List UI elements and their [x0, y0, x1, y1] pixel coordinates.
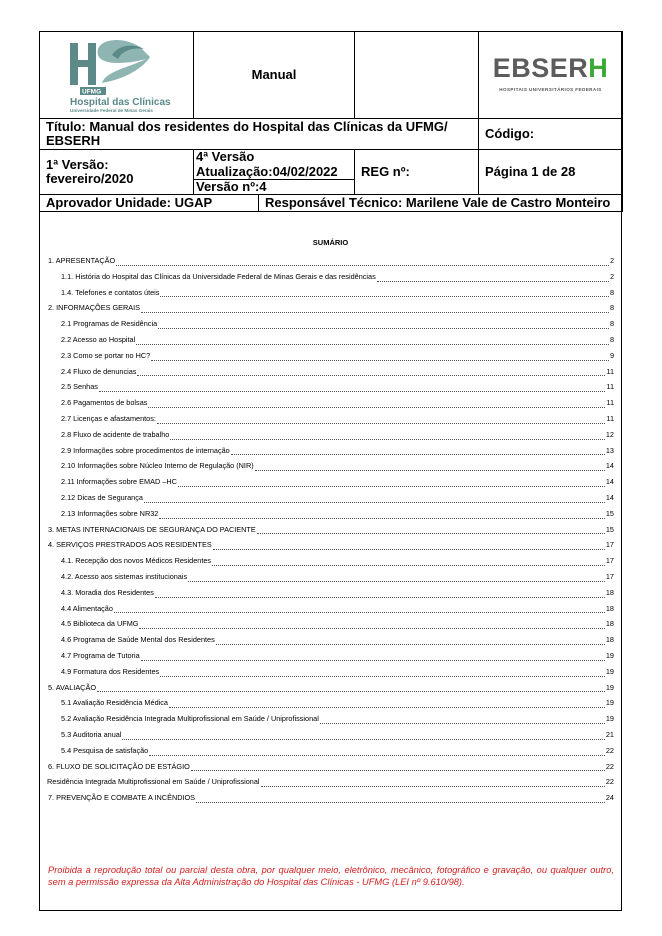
toc-entry-label: 1.4. Telefones e contatos úteis: [61, 287, 160, 297]
toc-entry-label: 4. SERVIÇOS PRESTRADOS AOS RESIDENTES: [48, 540, 212, 550]
toc-dot-leader: [116, 265, 609, 266]
toc-entry-label: 5. AVALIAÇÃO: [48, 682, 96, 692]
toc-entry-page: 22: [605, 761, 614, 771]
toc-entry[interactable]: [48, 711, 614, 727]
toc-entry[interactable]: [48, 648, 614, 664]
toc-dot-leader: [148, 407, 605, 408]
toc-entry-label: 2. INFORMAÇÕES GERAIS: [48, 303, 141, 313]
ebserh-logo: [479, 54, 622, 97]
toc-entry-page: 21: [605, 729, 614, 739]
toc-dot-leader: [255, 470, 605, 471]
toc-entry[interactable]: [48, 269, 614, 285]
toc-dot-leader: [136, 344, 609, 345]
toc-entry-page: 18: [605, 635, 614, 645]
code-label: Código:: [485, 126, 535, 141]
toc-dot-leader: [169, 707, 605, 708]
toc-entry[interactable]: [48, 616, 614, 632]
toc-entry-label: 6. FLUXO DE SOLICITAÇÃO DE ESTÁGIO: [48, 761, 190, 771]
technical-lead: Responsável Técnico: Marilene Vale de Castro Monteiro: [265, 195, 611, 210]
approver: Aprovador Unidade: UGAP: [40, 195, 259, 211]
toc-entry[interactable]: [48, 569, 614, 585]
toc-entry[interactable]: [48, 474, 614, 490]
table-of-contents: [48, 240, 614, 806]
toc-entry-page: 19: [605, 682, 614, 692]
toc-dot-leader: [170, 439, 605, 440]
toc-entry[interactable]: [48, 490, 614, 506]
toc-entry-page: 19: [605, 666, 614, 676]
toc-dot-leader: [196, 802, 605, 803]
toc-entry[interactable]: [48, 759, 614, 775]
toc-entry-page: 8: [609, 303, 614, 313]
toc-dot-leader: [191, 770, 605, 771]
toc-entry-page: 8: [609, 287, 614, 297]
toc-entry[interactable]: [48, 443, 614, 459]
logo-main-text: Hospital das Clínicas: [69, 97, 171, 108]
toc-dot-leader: [122, 739, 604, 740]
toc-entry-page: 14: [605, 461, 614, 471]
toc-dot-leader: [155, 597, 605, 598]
toc-dot-leader: [141, 660, 605, 661]
toc-entry-label: 5.3 Auditoria anual: [61, 729, 122, 739]
toc-entry-page: 14: [605, 492, 614, 502]
toc-dot-leader: [149, 755, 605, 756]
toc-entry[interactable]: [48, 316, 614, 332]
toc-entry-label: 4.5 Biblioteca da UFMG: [61, 619, 139, 629]
toc-entry-page: 11: [606, 366, 614, 376]
toc-entry-page: 22: [605, 745, 614, 755]
toc-dot-leader: [320, 723, 605, 724]
toc-entry-page: 8: [609, 319, 614, 329]
blank-header-cell: [355, 32, 479, 119]
toc-dot-leader: [212, 565, 605, 566]
toc-entry[interactable]: [48, 632, 614, 648]
toc-entry[interactable]: [48, 379, 614, 395]
toc-entry[interactable]: [48, 695, 614, 711]
toc-entry-page: 11: [606, 382, 614, 392]
doc-type-cell: [194, 32, 355, 119]
toc-entry-label: 2.7 Licenças e afastamentos:: [61, 413, 156, 423]
document-title: Título: Manual dos residentes do Hospital das Clínicas da UFMG/ EBSERH: [46, 119, 448, 148]
toc-dot-leader: [216, 644, 605, 645]
toc-dot-leader: [139, 628, 604, 629]
toc-dot-leader: [261, 786, 605, 787]
toc-entry-label: 2.13 Informações sobre NR32: [61, 508, 159, 518]
toc-entry[interactable]: [48, 680, 614, 696]
ebserh-word-main: EBSER: [492, 52, 589, 83]
toc-entry-page: 8: [609, 334, 614, 344]
version-cell: [194, 150, 355, 195]
toc-entry-label: 4.9 Formatura dos Residentes: [61, 666, 160, 676]
toc-entry[interactable]: [48, 458, 614, 474]
toc-entry[interactable]: [48, 332, 614, 348]
toc-entry-label: 4.6 Programa de Saúde Mental dos Residentes: [61, 635, 215, 645]
ebserh-subtitle: HOSPITAIS UNIVERSITÁRIOS FEDERAIS: [499, 86, 602, 92]
toc-entry-page: 2: [609, 271, 614, 281]
update-date: Atualização:04/02/2022: [196, 164, 338, 179]
toc-entry-label: 2.12 Dicas de Segurança: [61, 492, 143, 502]
reg-label: REG nº:: [361, 164, 410, 179]
toc-dot-leader: [160, 676, 605, 677]
toc-entry[interactable]: [48, 664, 614, 680]
first-version: 1ª Versão: fevereiro/2020: [46, 157, 134, 186]
hc-ufmg-logo: [42, 33, 192, 117]
toc-entry-label: 2.2 Acesso ao Hospital: [61, 334, 136, 344]
toc-entry[interactable]: [48, 411, 614, 427]
toc-entry-label: 4.3. Moradia dos Residentes: [61, 587, 154, 597]
toc-entry-label: 5.4 Pesquisa de satisfação: [61, 745, 149, 755]
toc-entry-page: 11: [606, 413, 614, 423]
toc-entry-page: 17: [605, 556, 614, 566]
toc-dot-leader: [159, 518, 605, 519]
toc-entry-page: 19: [605, 714, 614, 724]
toc-entry[interactable]: [48, 743, 614, 759]
toc-entry-page: 22: [605, 777, 614, 787]
toc-entry-label: 2.3 Como se portar no HC?: [61, 350, 151, 360]
toc-dot-leader: [137, 375, 605, 376]
code-cell: [479, 119, 623, 150]
toc-entry-label: 7. PREVENÇÃO E COMBATE A INCÊNDIOS: [48, 793, 196, 803]
toc-entry-label: 2.11 Informações sobre EMAD –HC: [61, 477, 177, 487]
toc-entry-label: 4.1. Recepção dos novos Médicos Residentes: [61, 556, 212, 566]
toc-dot-leader: [257, 533, 605, 534]
toc-entry[interactable]: [48, 537, 614, 553]
toc-entry-page: 17: [605, 571, 614, 581]
toc-dot-leader: [158, 328, 609, 329]
toc-entry[interactable]: [48, 601, 614, 617]
toc-entry[interactable]: [48, 253, 614, 269]
first-version-cell: [40, 150, 194, 195]
toc-entry-page: 2: [609, 256, 614, 265]
copyright-notice: Proibida a reprodução total ou parcial desta obra, por qualquer meio, eletrônico, mecânico, fotográfico e gravação, ou qualquer outro, sem a permissão expressa da Alta Administração do Hospital das Clínicas - UFMG (LEI nº 9.610/98).: [48, 865, 614, 887]
toc-entry[interactable]: [48, 727, 614, 743]
toc-entry-page: 12: [605, 429, 614, 439]
toc-entry-label: 4.2. Acesso aos sistemas institucionais: [61, 571, 188, 581]
toc-entry[interactable]: [48, 300, 614, 316]
toc-entry-page: 14: [605, 477, 614, 487]
toc-entry-label: Residência Integrada Multiprofissional em Saúde / Uniprofissional: [47, 777, 260, 787]
toc-entry[interactable]: [48, 395, 614, 411]
toc-entry-page: 9: [609, 350, 614, 360]
toc-entry-page: 11: [606, 398, 614, 408]
toc-dot-leader: [114, 612, 605, 613]
toc-entry-label: 2.1 Programas de Residência: [61, 319, 158, 329]
toc-entry[interactable]: [48, 585, 614, 601]
toc-entry[interactable]: [48, 364, 614, 380]
toc-entry-label: 5.1 Avaliação Residência Médica: [61, 698, 168, 708]
toc-dot-leader: [377, 281, 609, 282]
toc-entry[interactable]: [48, 790, 614, 806]
toc-dot-leader: [178, 486, 605, 487]
toc-entry-label: 2.4 Fluxo de denuncias: [61, 366, 137, 376]
toc-dot-leader: [213, 549, 605, 550]
toc-entry[interactable]: [48, 285, 614, 301]
toc-entry-page: 15: [605, 508, 614, 518]
toc-entry[interactable]: [48, 553, 614, 569]
logo-sub-text: Universidade Federal de Minas Gerais: [69, 108, 153, 113]
title-cell: [40, 119, 479, 150]
ebserh-logo-cell: [479, 32, 623, 119]
document-header: [39, 31, 623, 212]
page-number: Página 1 de 28: [485, 164, 576, 179]
toc-entry-page: 18: [605, 587, 614, 597]
ebserh-word-accent: H: [588, 52, 609, 83]
toc-entry[interactable]: [48, 506, 614, 522]
toc-dot-leader: [188, 581, 605, 582]
toc-entry-label: 2.6 Pagamentos de bolsas: [61, 398, 148, 408]
toc-entry-page: 18: [605, 603, 614, 613]
toc-entry-label: 1. APRESENTAÇÃO: [48, 256, 116, 265]
toc-dot-leader: [99, 391, 606, 392]
toc-dot-leader: [231, 454, 605, 455]
current-version: 4ª Versão: [196, 150, 255, 164]
toc-entry-page: 24: [605, 793, 614, 803]
toc-dot-leader: [97, 691, 605, 692]
toc-entry-label: 3. METAS INTERNACIONAIS DE SEGURANÇA DO PACIENTE: [48, 524, 256, 534]
doc-type-label: Manual: [251, 67, 297, 82]
toc-entry-page: 15: [605, 524, 614, 534]
toc-entry[interactable]: [47, 774, 614, 790]
toc-entry-page: 17: [605, 540, 614, 550]
toc-dot-leader: [144, 502, 605, 503]
toc-entry-page: 13: [605, 445, 614, 455]
page-number-cell: [479, 150, 623, 195]
toc-entry[interactable]: [48, 348, 614, 364]
toc-dot-leader: [151, 360, 609, 361]
version-number: Versão nº:4: [194, 180, 354, 195]
toc-entry-page: 19: [605, 698, 614, 708]
toc-entry-label: 4.7 Programa de Tutoria: [61, 650, 140, 660]
toc-title: SUMÁRIO: [312, 238, 349, 247]
toc-entry-label: 2.5 Senhas: [61, 382, 98, 392]
toc-entry[interactable]: [48, 522, 614, 538]
toc-entry-label: 2.9 Informações sobre procedimentos de internação: [61, 445, 230, 455]
logo-badge-text: UFMG: [81, 88, 101, 96]
toc-dot-leader: [141, 312, 609, 313]
toc-entry-label: 4.4 Alimentação: [61, 603, 113, 613]
toc-entry-page: 19: [605, 650, 614, 660]
toc-dot-leader: [160, 296, 608, 297]
toc-entry-label: 2.8 Fluxo de acidente de trabalho: [61, 429, 170, 439]
toc-entry-page: 18: [605, 619, 614, 629]
toc-entry-label: 1.1. História do Hospital das Clínicas da Universidade Federal de Minas Gerais e das residências: [61, 271, 376, 281]
toc-entry[interactable]: [48, 427, 614, 443]
hc-ufmg-logo-cell: [40, 32, 194, 119]
reg-cell: [355, 150, 479, 195]
responsibles-row: [40, 195, 623, 212]
toc-entry-label: 5.2 Avaliação Residência Integrada Multiprofissional em Saúde / Uniprofissional: [61, 714, 319, 724]
toc-dot-leader: [157, 423, 606, 424]
toc-entry-label: 2.10 Informações sobre Núcleo Interno de Regulação (NIR): [61, 461, 254, 471]
